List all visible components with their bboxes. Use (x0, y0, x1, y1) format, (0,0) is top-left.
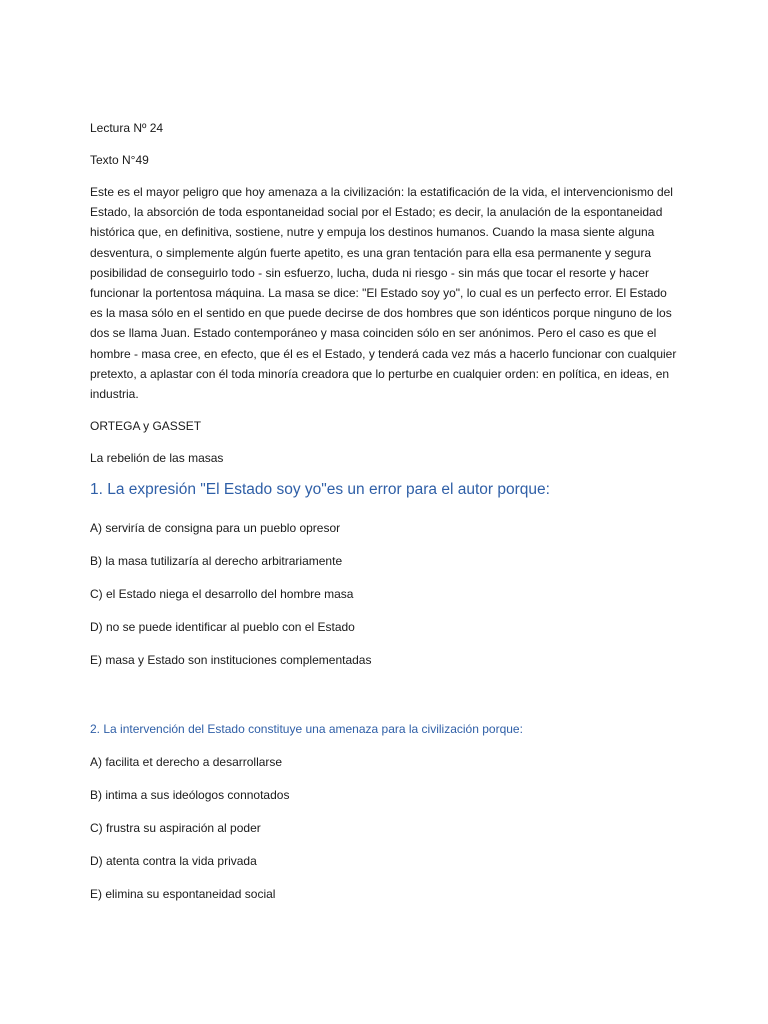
question-1-option-a: A) serviría de consigna para un pueblo opresor (90, 521, 341, 536)
question-2-option-d: D) atenta contra la vida privada (90, 854, 257, 869)
question-2-option-a: A) facilita et derecho a desarrollarse (90, 755, 283, 770)
question-1-title: 1. La expresión "El Estado soy yo"es un error para el autor porque: (90, 481, 550, 499)
question-2-option-c: C) frustra su aspiración al poder (90, 821, 261, 836)
question-1-option-c: C) el Estado niega el desarrollo del hombre masa (90, 587, 354, 602)
question-2-title: 2. La intervención del Estado constituye una amenaza para la civilización porque: (90, 722, 523, 737)
document-page (90, 118, 680, 917)
question-1-option-e: E) masa y Estado son instituciones complementadas (90, 653, 372, 668)
question-1-option-d: D) no se puede identificar al pueblo con el Estado (90, 620, 355, 635)
reading-number: Lectura Nº 24 (90, 121, 164, 135)
question-1 (90, 480, 680, 670)
question-2 (90, 719, 680, 904)
question-2-option-b: B) intima a sus ideólogos connotados (90, 788, 290, 803)
question-2-option-e: E) elimina su espontaneidad social (90, 887, 276, 902)
passage: Este es el mayor peligro que hoy amenaza a la civilización: la estatificación de la vida, el intervencionismo del Estado, la absorción de toda espontaneidad social por el Estado; es decir, la anulación de la espontaneidad histórica que, en definitiva, sostiene, nutre y empuja los destinos humanos. Cuando la masa siente alguna desventura, o simplemente algún fuerte apetito, es una gran tentación para ella esa permanente y segura posibilidad de conseguirlo todo - sin esfuerzo, lucha, duda ni riesgo - sin más que tocar el resorte y hacer funcionar la portentosa máquina. La masa se dice: "El Estado soy yo", lo cual es un perfecto error. El Estado es la masa sólo en el sentido en que puede decirse de dos hombres que son idénticos porque ninguno de los dos se llama Juan. Estado contemporáneo y masa coinciden sólo en ser anónimos. Pero el caso es que el hombre - masa cree, en efecto, que él es el Estado, y tenderá cada vez más a hacerlo funcionar con cualquier pretexto, a aplastar con él toda minoría creadora que lo perturbe en cualquier orden: en política, en ideas, en industria. (90, 185, 677, 402)
text-number: Texto N°49 (90, 153, 149, 167)
question-1-option-b: B) la masa tutilizaría al derecho arbitrariamente (90, 554, 343, 569)
author: ORTEGA y GASSET (90, 419, 202, 434)
spacer (90, 683, 680, 719)
work-title: La rebelión de las masas (90, 451, 224, 466)
